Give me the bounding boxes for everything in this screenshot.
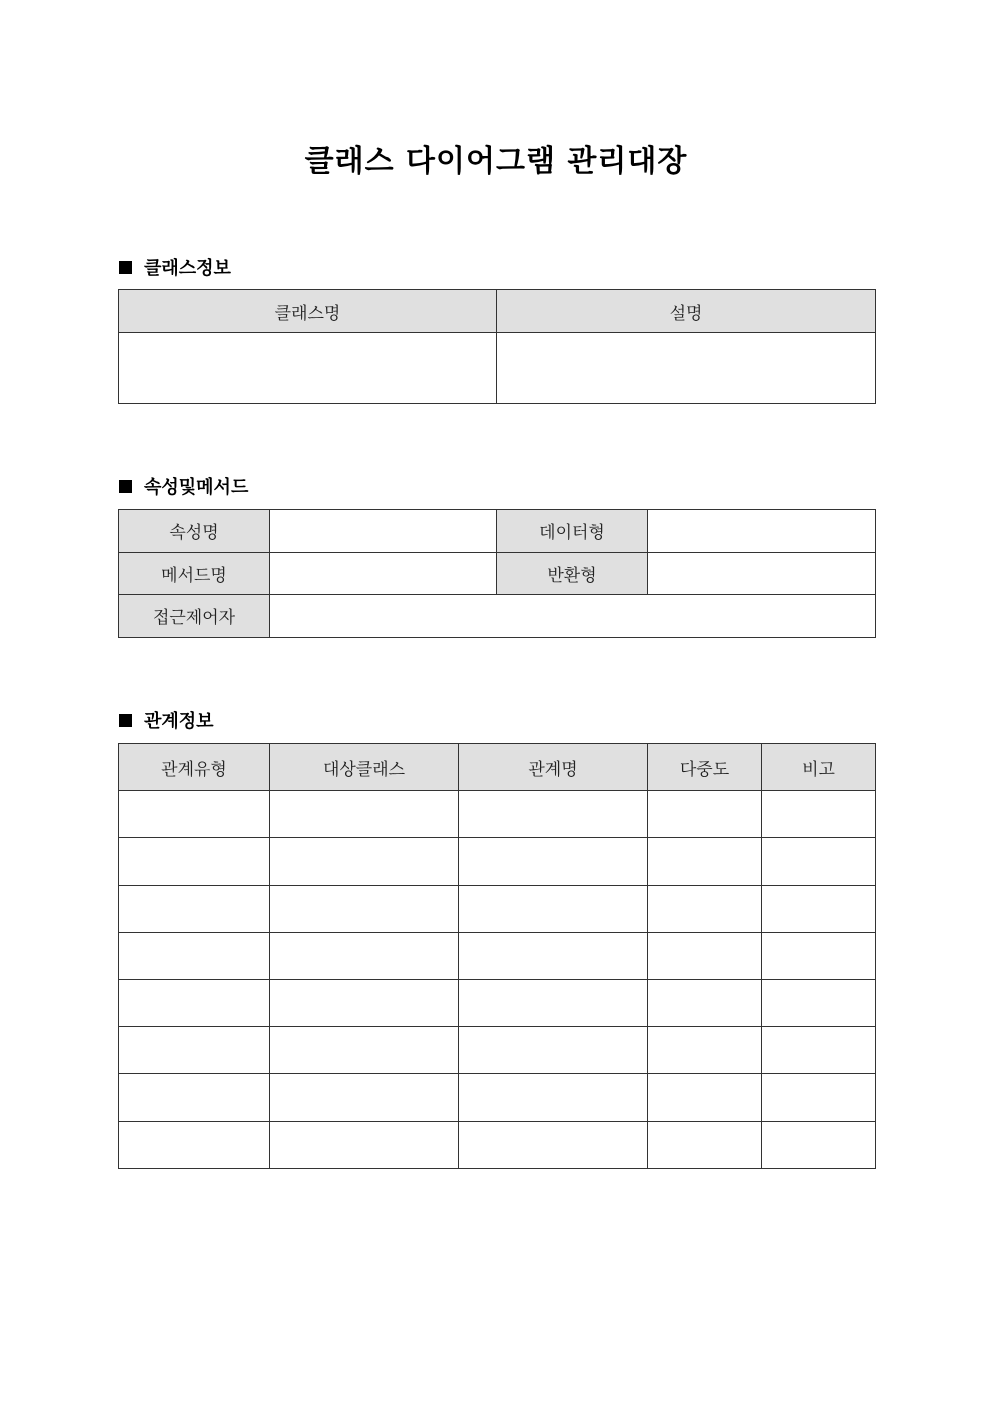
relation-name-cell[interactable]	[459, 1121, 648, 1168]
square-bullet-icon	[119, 261, 132, 274]
class-info-heading	[119, 254, 231, 280]
relation-type-cell[interactable]	[119, 791, 270, 838]
multiplicity-cell[interactable]	[648, 791, 762, 838]
table-row	[119, 838, 876, 885]
relation-type-cell[interactable]	[119, 1121, 270, 1168]
remarks-cell[interactable]	[762, 838, 876, 885]
attributes-heading-label: 속성및메서드	[144, 477, 249, 498]
multiplicity-cell[interactable]	[648, 838, 762, 885]
multiplicity-header: 다중도	[648, 744, 762, 791]
target-class-cell[interactable]	[270, 885, 459, 932]
target-class-header: 대상클래스	[270, 744, 459, 791]
target-class-cell[interactable]	[270, 838, 459, 885]
table-row	[119, 979, 876, 1026]
target-class-cell[interactable]	[270, 932, 459, 979]
remarks-cell[interactable]	[762, 979, 876, 1026]
remarks-cell[interactable]	[762, 885, 876, 932]
access-modifier-label: 접근제어자	[119, 595, 270, 638]
class-info-table	[118, 289, 876, 404]
return-type-label: 반환형	[497, 552, 648, 595]
attributes-heading	[119, 473, 248, 499]
remarks-cell[interactable]	[762, 1074, 876, 1121]
relations-heading-label: 관계정보	[144, 711, 214, 732]
relation-name-cell[interactable]	[459, 885, 648, 932]
attr-name-cell[interactable]	[270, 510, 497, 553]
square-bullet-icon	[119, 714, 132, 727]
class-name-header: 클래스명	[119, 290, 497, 333]
multiplicity-cell[interactable]	[648, 979, 762, 1026]
description-cell[interactable]	[497, 333, 876, 404]
multiplicity-cell[interactable]	[648, 1121, 762, 1168]
multiplicity-cell[interactable]	[648, 1074, 762, 1121]
attr-name-label: 속성명	[119, 510, 270, 553]
target-class-cell[interactable]	[270, 979, 459, 1026]
relations-table	[118, 743, 876, 1169]
target-class-cell[interactable]	[270, 791, 459, 838]
target-class-cell[interactable]	[270, 1027, 459, 1074]
remarks-cell[interactable]	[762, 1121, 876, 1168]
relation-name-cell[interactable]	[459, 979, 648, 1026]
page-title: 클래스 다이어그램 관리대장	[304, 144, 688, 179]
method-name-cell[interactable]	[270, 552, 497, 595]
table-row	[119, 1074, 876, 1121]
relation-name-cell[interactable]	[459, 791, 648, 838]
table-row	[119, 885, 876, 932]
relation-type-cell[interactable]	[119, 979, 270, 1026]
remarks-header: 비고	[762, 744, 876, 791]
remarks-cell[interactable]	[762, 1027, 876, 1074]
data-type-cell[interactable]	[648, 510, 876, 553]
relations-heading	[119, 707, 214, 733]
access-modifier-cell[interactable]	[270, 595, 876, 638]
relation-type-cell[interactable]	[119, 1027, 270, 1074]
remarks-cell[interactable]	[762, 932, 876, 979]
target-class-cell[interactable]	[270, 1121, 459, 1168]
table-row	[119, 1121, 876, 1168]
target-class-cell[interactable]	[270, 1074, 459, 1121]
class-name-cell[interactable]	[119, 333, 497, 404]
relation-name-cell[interactable]	[459, 1074, 648, 1121]
method-name-label: 메서드명	[119, 552, 270, 595]
relation-name-cell[interactable]	[459, 838, 648, 885]
relation-name-header: 관계명	[459, 744, 648, 791]
relation-type-cell[interactable]	[119, 838, 270, 885]
table-row	[119, 791, 876, 838]
relation-type-cell[interactable]	[119, 1074, 270, 1121]
multiplicity-cell[interactable]	[648, 1027, 762, 1074]
relation-name-cell[interactable]	[459, 932, 648, 979]
remarks-cell[interactable]	[762, 791, 876, 838]
multiplicity-cell[interactable]	[648, 932, 762, 979]
multiplicity-cell[interactable]	[648, 885, 762, 932]
description-header: 설명	[497, 290, 876, 333]
relation-name-cell[interactable]	[459, 1027, 648, 1074]
relation-type-cell[interactable]	[119, 932, 270, 979]
class-info-heading-label: 클래스정보	[144, 258, 231, 279]
relation-type-cell[interactable]	[119, 885, 270, 932]
table-row	[119, 932, 876, 979]
data-type-label: 데이터형	[497, 510, 648, 553]
return-type-cell[interactable]	[648, 552, 876, 595]
square-bullet-icon	[119, 480, 132, 493]
relation-type-header: 관계유형	[119, 744, 270, 791]
table-row	[119, 1027, 876, 1074]
attributes-table	[118, 509, 876, 638]
